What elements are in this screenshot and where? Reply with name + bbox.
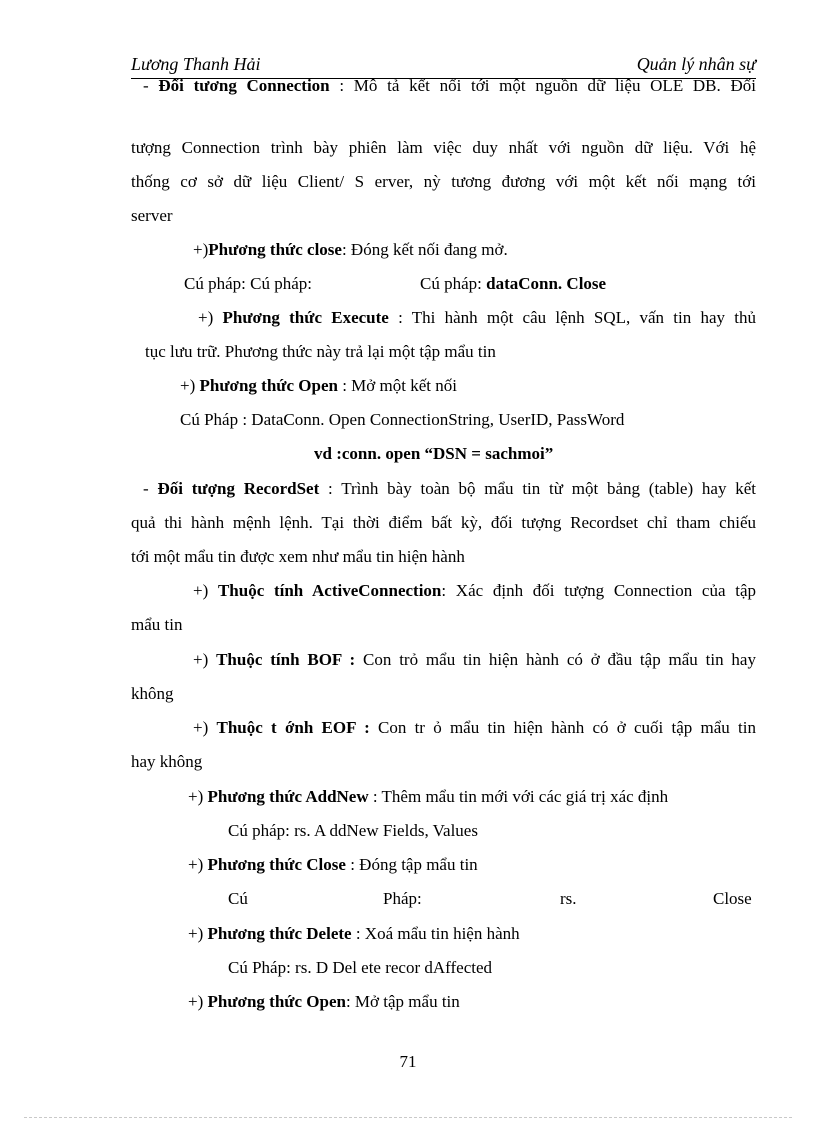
syntax-line: Cú pháp: dataConn. Close [420,274,607,293]
syntax-line: Cú Pháp : DataConn. Open ConnectionString, UserID, PassWord [180,410,625,429]
syntax-line: rs. [560,889,577,908]
method-heading: +) Phương thức Close : Đóng tập mẩu tin [188,855,478,874]
paragraph-line: mẩu tin [131,615,183,634]
paragraph-line: không [131,684,174,703]
paragraph-line: - Đối tương Connection : Mô tả kết nối tới một nguồn dữ liệu OLE DB. Đối [143,76,756,95]
method-heading: +) Phương thức Delete : Xoá mẩu tin hiện hành [188,924,520,943]
paragraph-line: hay không [131,752,203,771]
syntax-line: Cú [228,889,248,908]
paragraph-line: server [131,206,173,225]
page-bottom-divider [24,1117,792,1118]
paragraph-line: tục lưu trữ. Phương thức này trả lại một tập mẩu tin [145,342,496,361]
property-heading: +) Thuộc tính ActiveConnection: Xác định đối tượng Connection của tập [193,581,756,600]
syntax-line: Pháp: [383,889,422,908]
syntax-line: Cú pháp: Cú pháp: [184,274,312,293]
method-heading: +)Phương thức close: Đóng kết nối đang mở. [193,240,508,259]
method-heading: +) Phương thức Open : Mở một kết nối [180,376,457,395]
header-subject: Quản lý nhân sự [636,54,756,74]
method-heading: +) Phương thức Open: Mở tập mẩu tin [188,992,460,1011]
method-heading: +) Phương thức AddNew : Thêm mẩu tin mới với các giá trị xác định [188,787,669,806]
method-heading: +) Phương thức Execute : Thi hành một câu lệnh SQL, vấn tin hay thủ [198,308,756,327]
header-author: Lương Thanh Hải [131,54,261,74]
paragraph-line: thống cơ sở dữ liệu Client/ S erver, nỳ tương đương với một kết nối mạng tới [131,172,756,191]
property-heading: +) Thuộc tính BOF : Con trỏ mẩu tin hiện hành có ở đầu tập mẩu tin hay [193,650,756,669]
paragraph-line: tới một mẩu tin được xem như mẩu tin hiện hành [131,547,465,566]
paragraph-line: tượng Connection trình bày phiên làm việc duy nhất với nguồn dữ liệu. Với hệ [131,138,756,157]
syntax-line: Cú pháp: rs. A ddNew Fields, Values [228,821,478,840]
page-number: 71 [399,1052,417,1071]
example-line: vd :conn. open “DSN = sachmoi” [314,444,554,463]
paragraph-line: - Đối tượng RecordSet : Trình bày toàn bộ mẩu tin từ một bảng (table) hay kết [143,479,756,498]
syntax-line: Cú Pháp: rs. D Del ete recor dAffected [228,958,493,977]
syntax-line: Close [713,889,752,908]
paragraph-line: quả thi hành mệnh lệnh. Tại thời điểm bất kỳ, đối tượng Recordset chỉ tham chiếu [131,513,756,532]
property-heading: +) Thuộc t ớnh EOF : Con tr ỏ mẩu tin hiện hành có ở cuối tập mẩu tin [193,718,756,737]
